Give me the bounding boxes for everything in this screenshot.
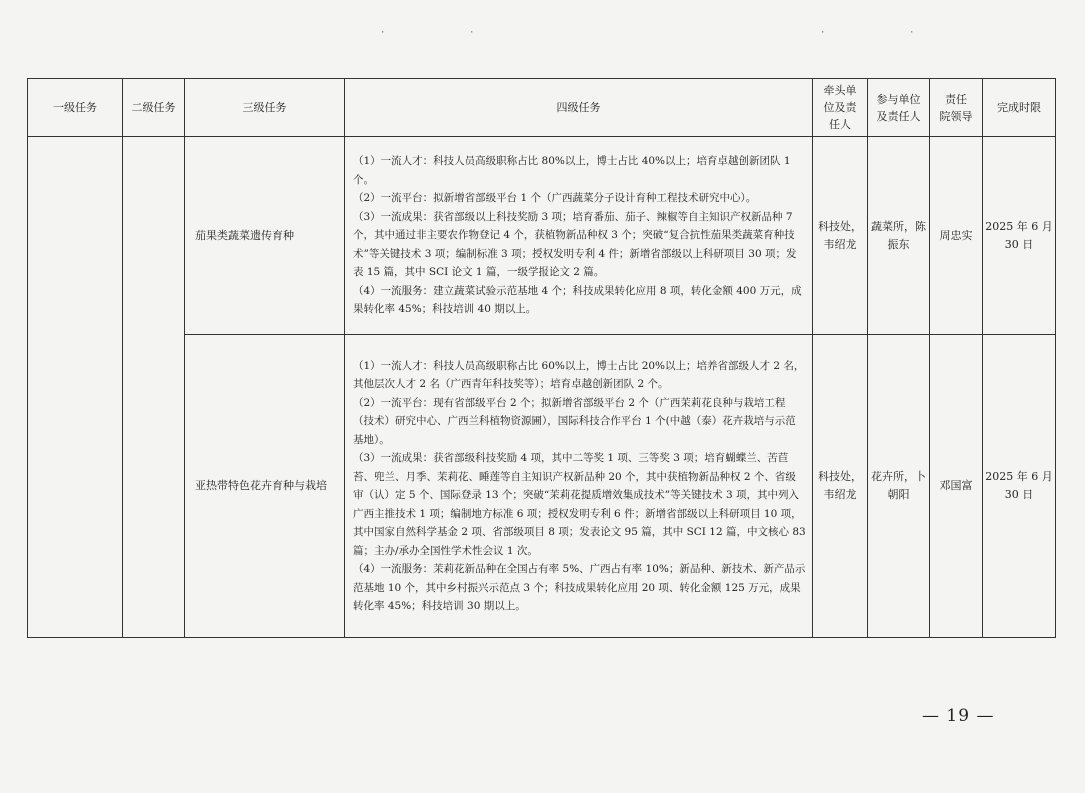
participant-unit-text: 花卉所，卜朝阳 [871, 470, 926, 501]
level4-item: （3）一流成果：获省部级科技奖励 4 项，其中二等奖 1 项、三等奖 3 项；培育蝴蝶兰、苦苣苔、兜兰、月季、茉莉花、睡莲等自主知识产权新品种 20 个，其中获植物新品种权 2 个、省级审（认）定 5 个、国际登录 13 个；突破“茉莉花提质增效集成技术”等关键技术 3 项，其中列入广西主推技术 1 项；编制地方标准 6 项；授权发明专利 6 件；新增省部级以上科研项目 10 项，其中国家自然科学基金 2 项、省部级项目 8 项；发表论文 95 篇，其中 SCI 12 篇，中文核心 83 篇；主办/承办全国性学术性会议 1 次。 [353, 452, 806, 557]
deadline-cell [983, 335, 1056, 638]
leader-cell: 周忠实 [930, 137, 983, 335]
participant-unit-cell [868, 335, 930, 638]
header-level4: 四级任务 [345, 79, 813, 137]
deadline-text: 2025 年 6 月 30 日 [985, 219, 1053, 251]
deadline-cell [983, 137, 1056, 335]
header-leader: 责任 院领导 [930, 79, 983, 137]
lead-unit-text: 科技处，韦绍龙 [818, 470, 862, 501]
level4-item: （1）一流人才：科技人员高级职称占比 60%以上，博士占比 20%以上；培养省部级人才 2 名，其他层次人才 2 名（广西青年科技奖等）；培育卓越创新团队 2 个。 [353, 359, 805, 390]
header-deadline: 完成时限 [983, 79, 1056, 137]
level4-item: （2）一流平台：拟新增省部级平台 1 个（广西蔬菜分子设计育种工程技术研究中心）。 [353, 192, 757, 205]
level4-item: （2）一流平台：现有省部级平台 2 个；拟新增省部级平台 2 个（广西茉莉花良种与栽培工程（技术）研究中心、广西兰科植物资源圃），国际科技合作平台 1 个(中越（泰）花卉栽培与示范基地）。 [353, 396, 796, 446]
scan-marks: ˙ ˙ [380, 30, 515, 43]
level4-item: （4）一流服务：茉莉花新品种在全国占有率 5%、广西占有率 10%；新品种、新技术、新产品示范基地 10 个，其中乡村振兴示范点 3 个；科技成果转化应用 20 项、转化金额 125 万元，成果转化率 45%；科技培训 30 期以上。 [353, 563, 806, 612]
participant-unit-cell [868, 137, 930, 335]
lead-unit-cell [813, 335, 868, 638]
header-participant-unit: 参与单位 及责任人 [868, 79, 930, 137]
level4-cell [345, 335, 813, 638]
level2-cell [123, 137, 185, 638]
level4-item: （4）一流服务：建立蔬菜试验示范基地 4 个；科技成果转化应用 8 项，转化金额 400 万元，成果转化率 45%；科技培训 40 期以上。 [353, 284, 802, 316]
participant-unit-text: 蔬菜所，陈振东 [871, 219, 926, 251]
leader-cell: 邓国富 [930, 335, 983, 638]
level4-cell [345, 137, 813, 335]
lead-unit-text: 科技处，韦绍龙 [818, 219, 862, 251]
level1-cell [28, 137, 123, 638]
level4-item: （3）一流成果：获省部级以上科技奖励 3 项；培育番茄、茄子、辣椒等自主知识产权新品种 7 个，其中通过非主要农作物登记 4 个，获植物新品种权 3 个；突破“复合抗性茄果类蔬菜育种技术”等关键技术 3 项；编制标准 3 项；授权发明专利 4 件；新增省部级以上科研项目 30 项；发表 15 篇，其中 SCI 论文 1 篇，一级学报论文 2 篇。 [353, 210, 797, 279]
level3-cell: 茄果类蔬菜遗传育种 [185, 137, 345, 335]
lead-unit-cell [813, 137, 868, 335]
table-row [28, 137, 1056, 335]
header-level1: 一级任务 [28, 79, 123, 137]
level3-cell: 亚热带特色花卉育种与栽培 [185, 335, 345, 638]
table-header-row [28, 79, 1056, 137]
level4-item: （1）一流人才：科技人员高级职称占比 80%以上，博士占比 40%以上；培育卓越创新团队 1 个。 [353, 155, 791, 186]
header-lead-unit: 牵头单 位及责 任人 [813, 79, 868, 137]
header-level3: 三级任务 [185, 79, 345, 137]
deadline-text: 2025 年 6 月 30 日 [985, 470, 1053, 501]
page-number: — 19 — [922, 706, 995, 726]
header-level2: 二级任务 [123, 79, 185, 137]
task-table [27, 78, 1056, 638]
scan-marks: ˙ ˙ [820, 30, 955, 43]
